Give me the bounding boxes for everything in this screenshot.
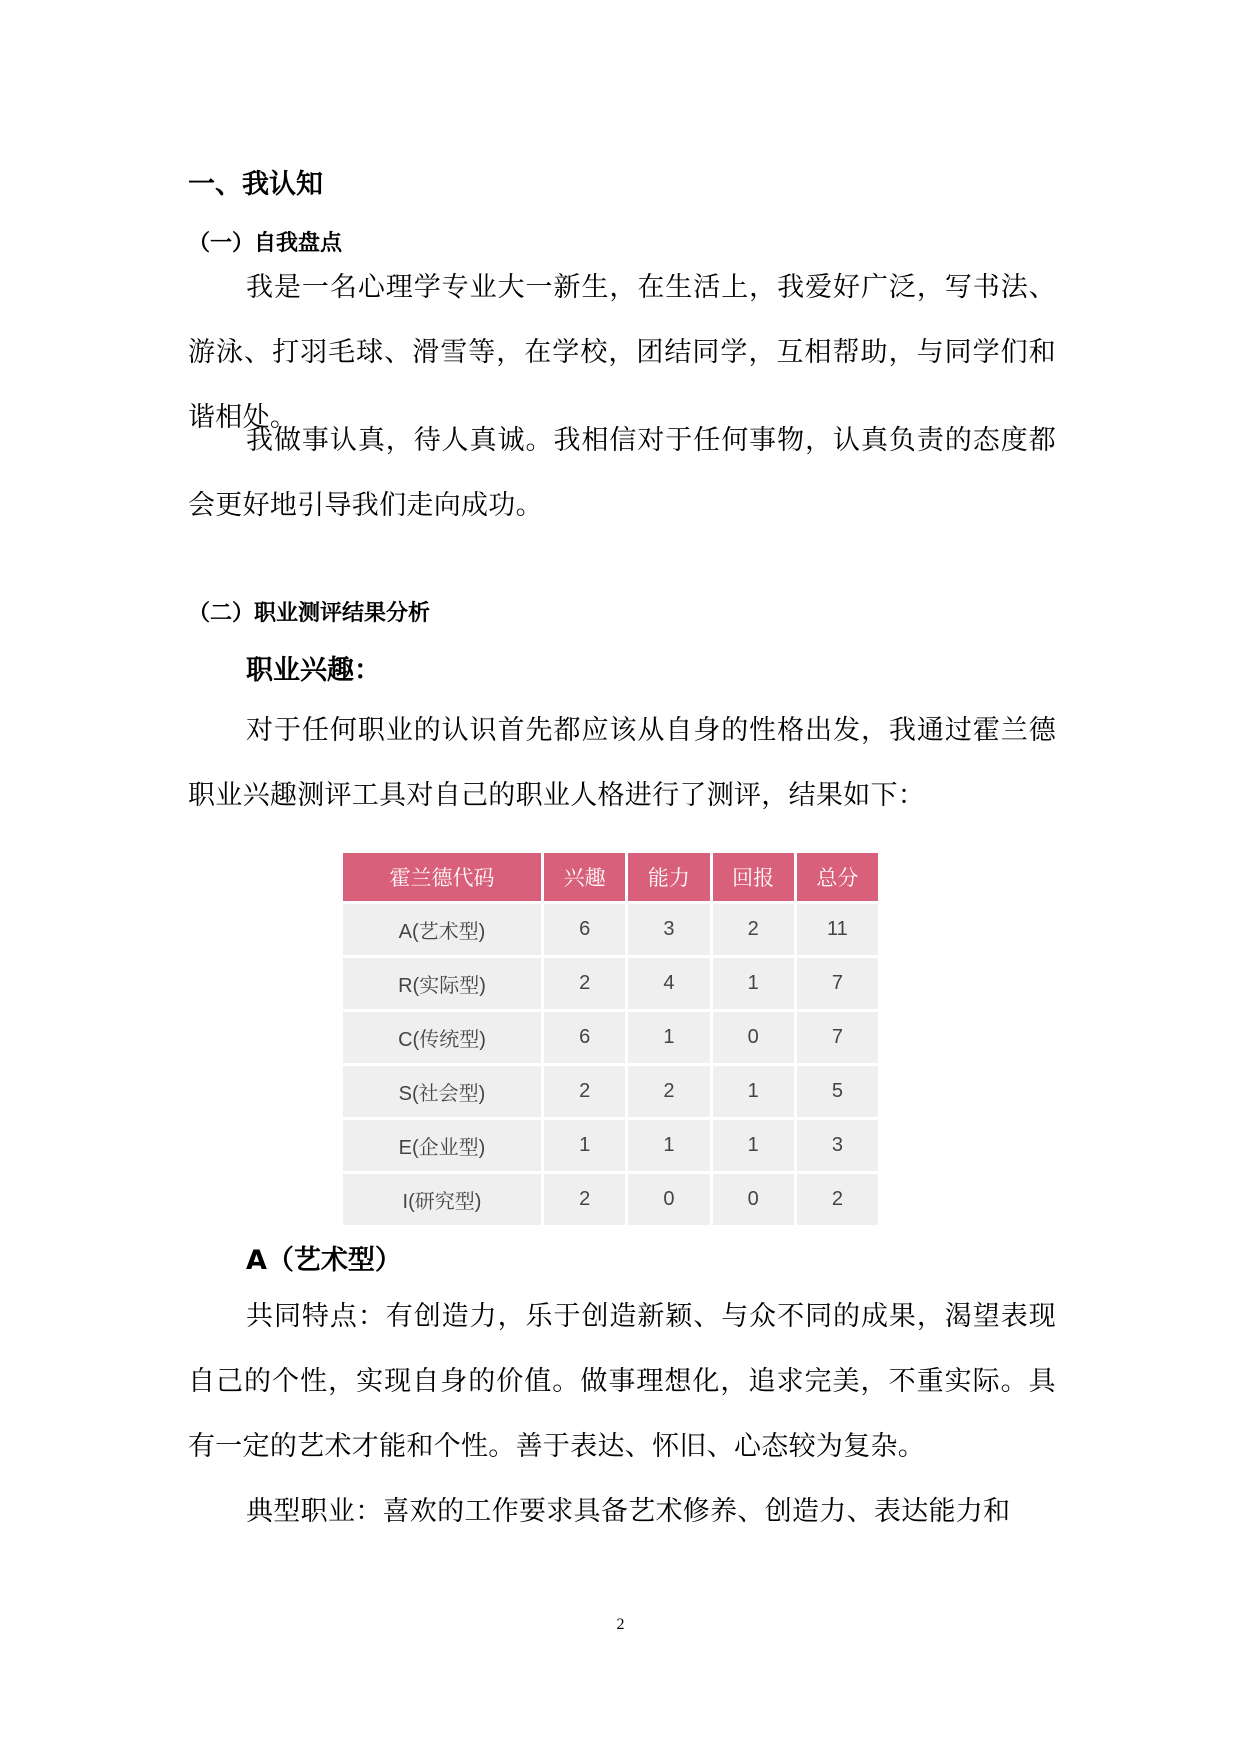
header-holland-code: 霍兰德代码 <box>343 853 541 901</box>
cell-code: E(企业型) <box>343 1120 541 1171</box>
table-row <box>343 958 878 1009</box>
cell-interest: 2 <box>544 958 625 1009</box>
cell-reward: 1 <box>713 1066 794 1117</box>
cell-code: S(社会型) <box>343 1066 541 1117</box>
table-row <box>343 904 878 955</box>
cell-total: 7 <box>797 1012 878 1063</box>
paragraph-self-inventory-1: 我是一名心理学专业大一新生，在生活上，我爱好广泛，写书法、游泳、打羽毛球、滑雪等，在学校，团结同学，互相帮助，与同学们和谐相处。 <box>188 272 1056 433</box>
cell-total: 5 <box>797 1066 878 1117</box>
cell-interest: 2 <box>544 1174 625 1225</box>
header-interest: 兴趣 <box>544 853 625 901</box>
holland-code-table <box>340 850 881 1228</box>
section-title-self-awareness: 一、我认知 <box>188 169 323 200</box>
header-ability: 能力 <box>628 853 709 901</box>
table-row <box>343 1174 878 1225</box>
cell-total: 7 <box>797 958 878 1009</box>
heading-artistic-type: A（艺术型） <box>246 1245 402 1276</box>
cell-ability: 0 <box>628 1174 709 1225</box>
cell-interest: 2 <box>544 1066 625 1117</box>
cell-total: 3 <box>797 1120 878 1171</box>
cell-interest: 6 <box>544 1012 625 1063</box>
table-row <box>343 1012 878 1063</box>
cell-code: R(实际型) <box>343 958 541 1009</box>
subsection-title-self-inventory: （一）自我盘点 <box>188 231 343 256</box>
cell-reward: 1 <box>713 958 794 1009</box>
paragraph-artistic-traits: 共同特点：有创造力，乐于创造新颖、与众不同的成果，渴望表现自己的个性，实现自身的价值。做事理想化，追求完美，不重实际。具有一定的艺术才能和个性。善于表达、怀旧、心态较为复杂。 <box>188 1301 1056 1462</box>
cell-reward: 2 <box>713 904 794 955</box>
page-number: 2 <box>616 1616 625 1633</box>
cell-ability: 1 <box>628 1120 709 1171</box>
heading-career-interest: 职业兴趣： <box>246 655 381 686</box>
table-row <box>343 1066 878 1117</box>
paragraph-artistic-jobs: 典型职业：喜欢的工作要求具备艺术修养、创造力、表达能力和 <box>246 1496 1011 1527</box>
cell-ability: 1 <box>628 1012 709 1063</box>
cell-total: 2 <box>797 1174 878 1225</box>
paragraph-assessment-intro: 对于任何职业的认识首先都应该从自身的性格出发，我通过霍兰德职业兴趣测评工具对自己的职业人格进行了测评，结果如下： <box>188 715 1056 811</box>
subsection-title-assessment: （二）职业测评结果分析 <box>188 601 431 626</box>
cell-ability: 2 <box>628 1066 709 1117</box>
header-total: 总分 <box>797 853 878 901</box>
table-row <box>343 1120 878 1171</box>
cell-reward: 0 <box>713 1174 794 1225</box>
cell-interest: 1 <box>544 1120 625 1171</box>
cell-ability: 4 <box>628 958 709 1009</box>
cell-reward: 1 <box>713 1120 794 1171</box>
cell-code: A(艺术型) <box>343 904 541 955</box>
cell-reward: 0 <box>713 1012 794 1063</box>
cell-code: I(研究型) <box>343 1174 541 1225</box>
table-header-row <box>343 853 878 901</box>
cell-total: 11 <box>797 904 878 955</box>
cell-code: C(传统型) <box>343 1012 541 1063</box>
paragraph-self-inventory-2: 我做事认真，待人真诚。我相信对于任何事物，认真负责的态度都会更好地引导我们走向成功。 <box>188 425 1056 521</box>
cell-interest: 6 <box>544 904 625 955</box>
header-reward: 回报 <box>713 853 794 901</box>
cell-ability: 3 <box>628 904 709 955</box>
